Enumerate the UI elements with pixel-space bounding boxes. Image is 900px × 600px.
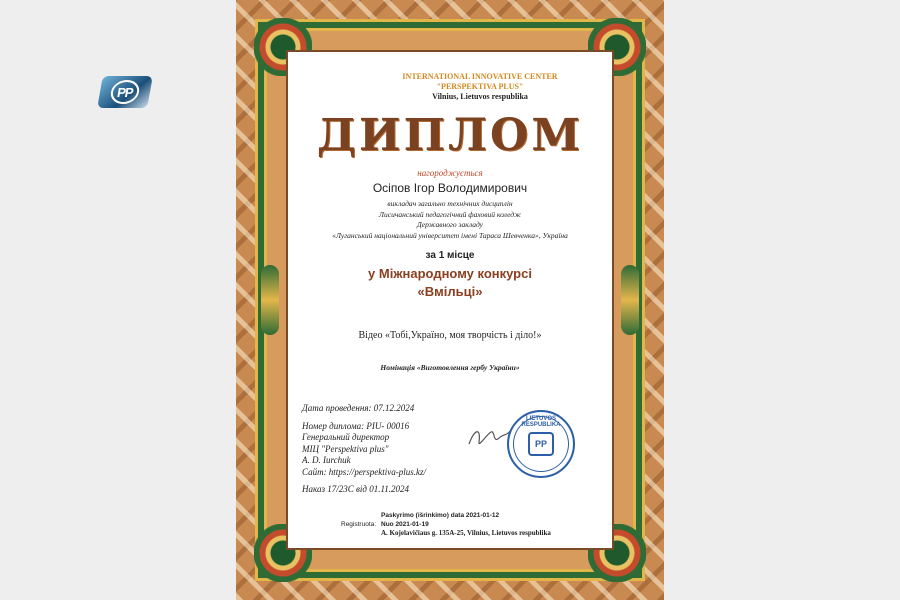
stamp-center: PP [528, 432, 554, 456]
official-stamp [507, 410, 575, 478]
order-number: Наказ 17/23С від 01.11.2024 [302, 484, 410, 494]
role-line: «Луганський національний університет імені Тараса Шевченка», Україна [332, 230, 568, 240]
recipient-name: Осіпов Ігор Володимирович [372, 181, 528, 195]
contest-title [236, 265, 664, 301]
organization-header [380, 72, 580, 102]
registry-address: A. Kojelavičiaus g. 135A-25, Vilnius, Lietuvos respublika [381, 529, 551, 537]
diploma-number: Номер диплома: PIU- 00016 [302, 420, 410, 431]
awarded-label: нагороджується [417, 168, 483, 178]
award-place: за 1 місце [425, 250, 475, 261]
registry-date: Paskyrimo (išrinkimo) data 2021-01-12 [381, 512, 500, 519]
event-date: Дата проведення: 07.12.2024 [302, 403, 415, 413]
diploma-title: ДИПЛОМ [316, 110, 584, 161]
role-line: Лисичанський педагогічний фаховий коледж [378, 209, 522, 219]
registry-label: Registruota: [341, 520, 377, 528]
contest-line: у Міжнародному конкурсі [368, 266, 532, 281]
registry-from: Nuo 2021-01-19 [381, 520, 429, 528]
contest-name: «Вмільці» [417, 284, 483, 299]
organization-name: INTERNATIONAL INNOVATIVE CENTER [402, 72, 558, 81]
director-name: A. D. Iurchuk [302, 455, 351, 465]
diploma-details [302, 403, 472, 496]
organization-logo [97, 76, 153, 108]
organization-location: Vilnius, Lietuvos respublika [432, 92, 528, 101]
organization-brand: "PERSPEKTIVA PLUS" [436, 82, 524, 91]
role-line: Державного закладу [416, 220, 484, 229]
director-title: Генеральний директор [302, 432, 390, 442]
role-line: викладач загально технічних дисциплін [387, 199, 513, 208]
registry-info [341, 512, 601, 538]
stamp-ring-text: LIETUVOS RESPUBLIKA [521, 416, 561, 428]
logo-icon: PP [109, 80, 141, 104]
signature-icon [465, 424, 513, 450]
recipient-role [236, 199, 664, 241]
website: Сайт: https://perspektiva-plus.kz/ [302, 466, 427, 477]
nomination: Номінація «Виготовлення гербу України» [380, 363, 520, 372]
director-organization: МІЦ "Perspektiva plus" [302, 443, 389, 454]
work-title: Відео «Тобі,Україно, моя творчість і діло!» [358, 330, 542, 341]
